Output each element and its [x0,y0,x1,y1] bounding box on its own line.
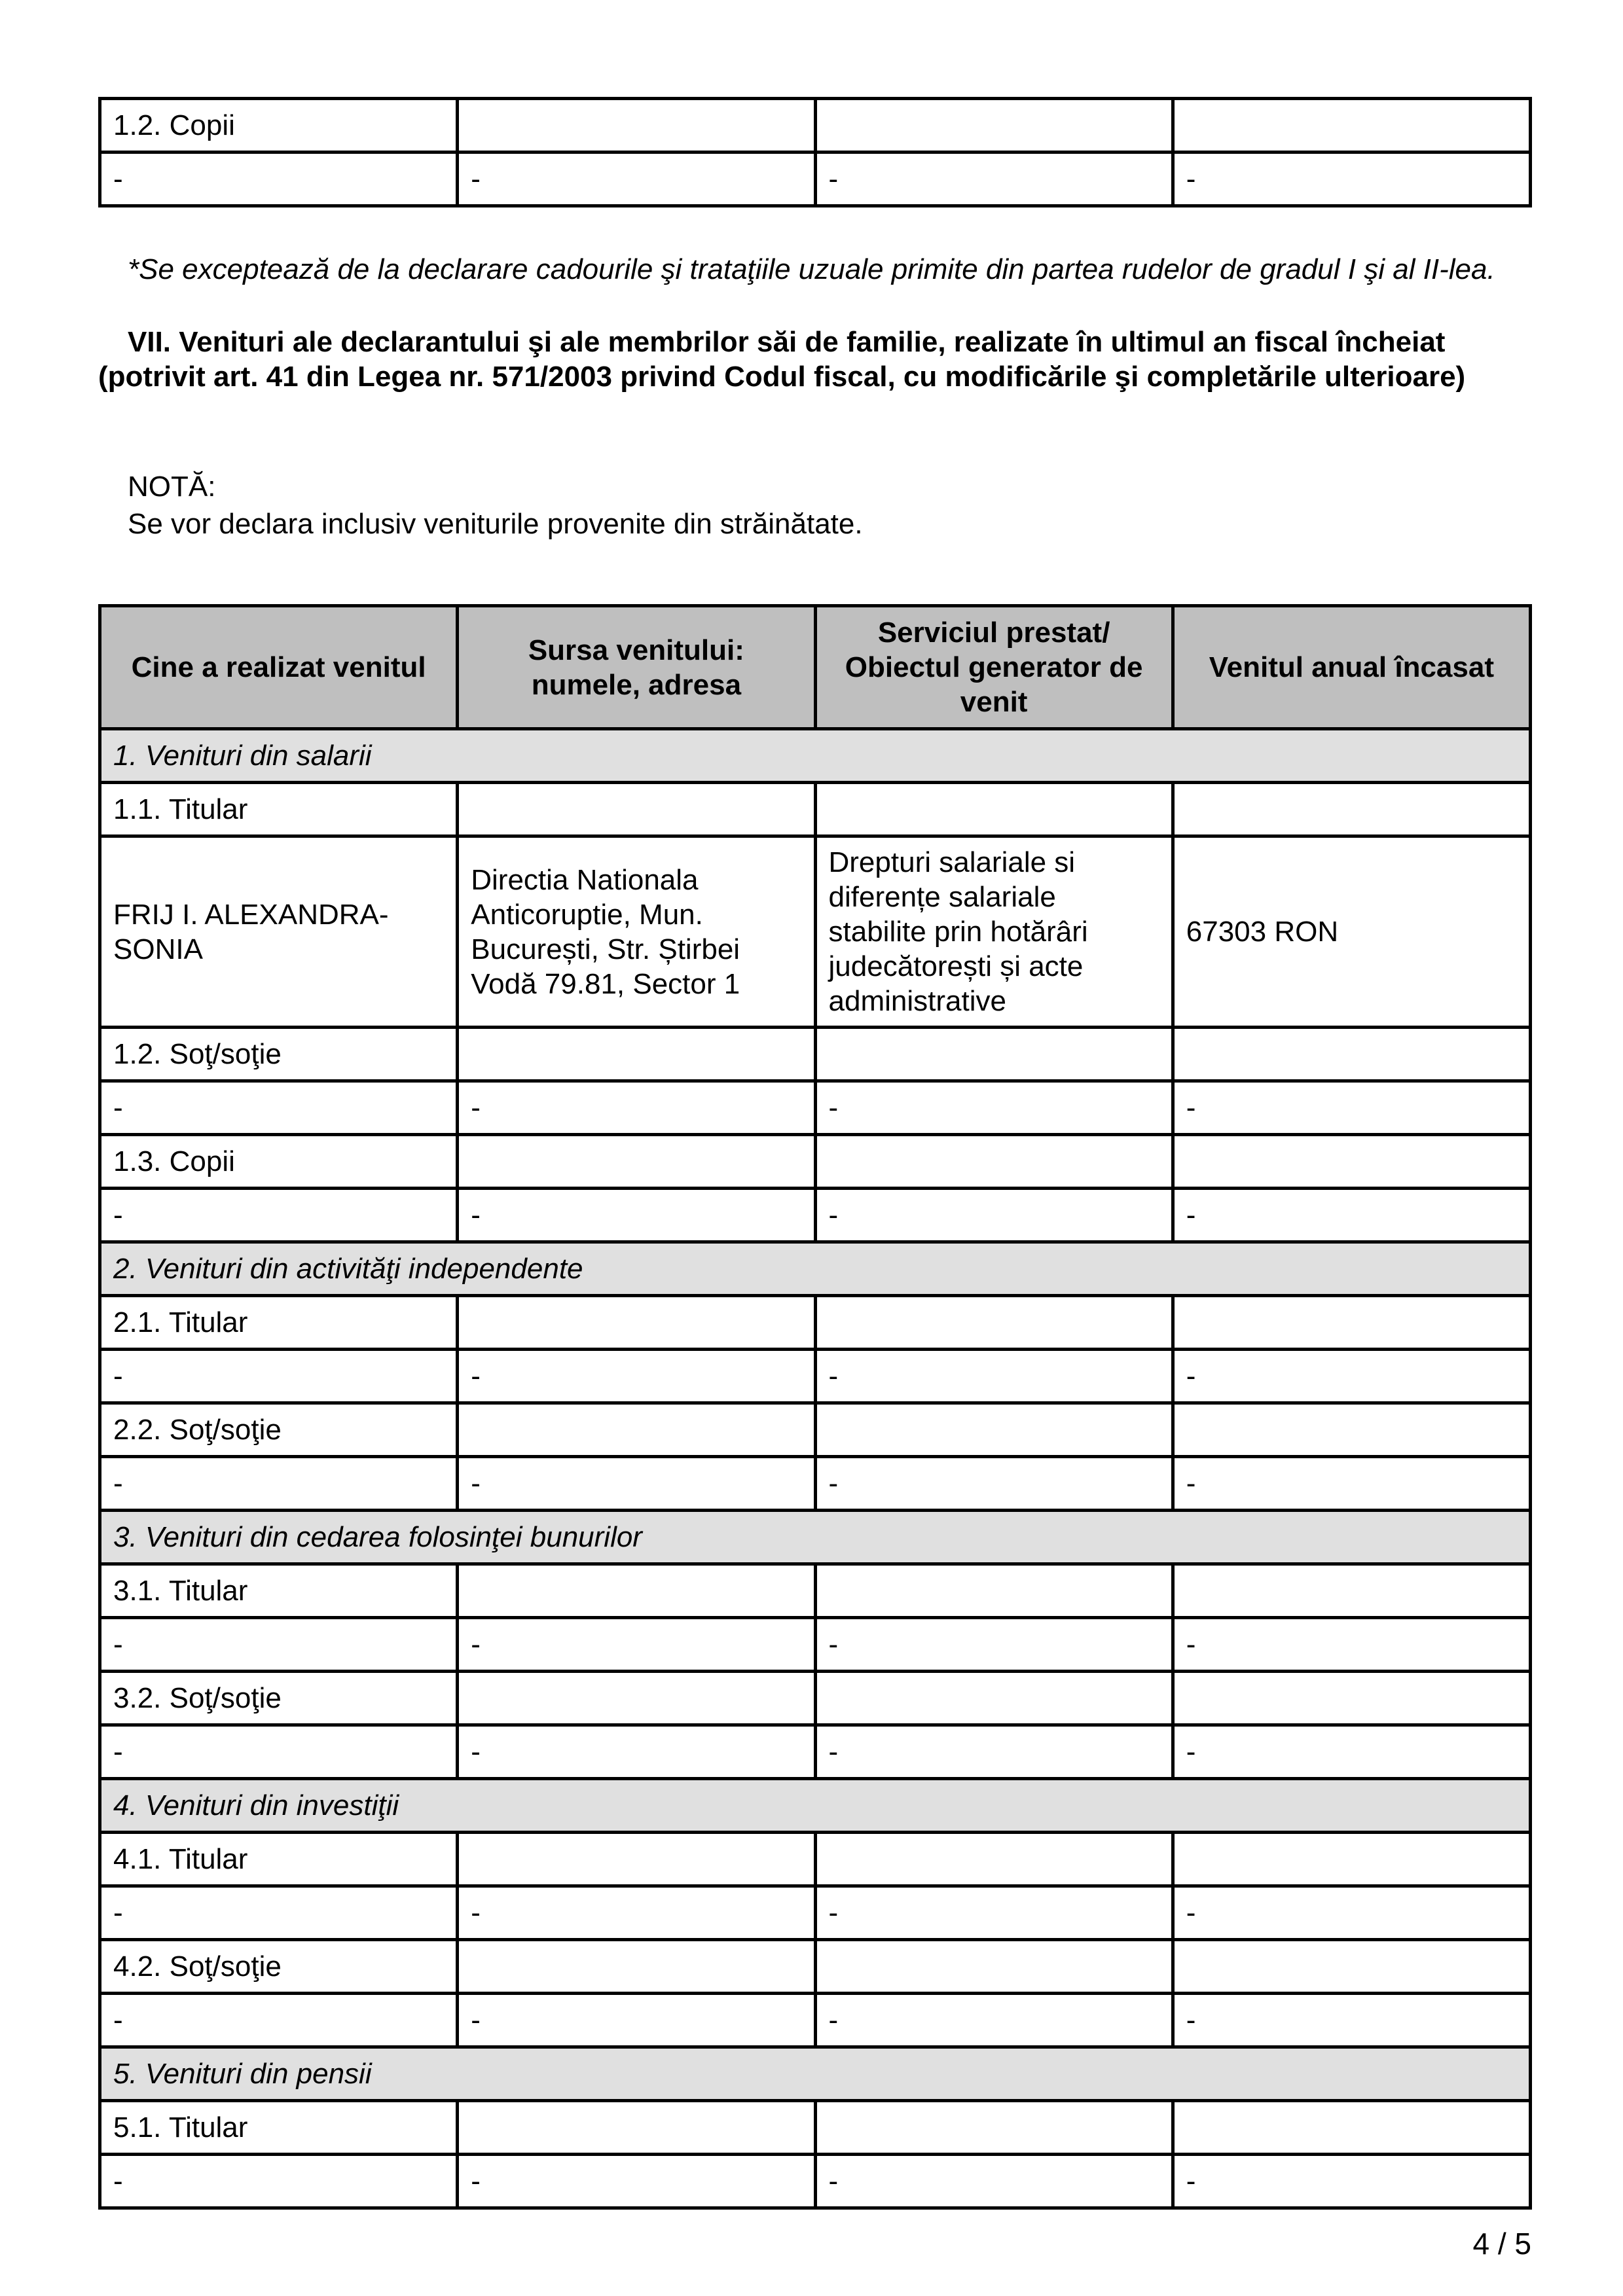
table-cell: - [100,1350,458,1403]
table-row [100,1564,1531,1618]
table-cell [458,1564,815,1618]
table-cell [1173,1296,1530,1350]
table-row [100,783,1531,836]
income-category-row [100,1511,1531,1564]
table-cell: 1.2. Soţ/soţie [100,1028,458,1081]
table-cell [458,1403,815,1457]
table-cell: Directia Nationala Anticoruptie, Mun. București, Str. Știrbei Vodă 79.81, Sector 1 [458,836,815,1028]
income-category-row [100,2047,1531,2101]
income-category-label: 5. Venituri din pensii [100,2047,1531,2101]
table-cell [815,1135,1173,1189]
table-cell: - [458,1886,815,1940]
table-row [100,1350,1531,1403]
table-cell: - [815,152,1173,206]
table-cell: - [1173,2155,1530,2208]
table-row [100,1994,1531,2047]
table-cell: - [815,1189,1173,1242]
table-cell: 5.1. Titular [100,2101,458,2155]
table-cell: 1.2. Copii [100,99,458,152]
table-cell [458,1296,815,1350]
table-cell [458,2101,815,2155]
table-cell [1173,1833,1530,1886]
income-category-label: 1. Venituri din salarii [100,729,1531,783]
table-cell [815,1833,1173,1886]
section-title [98,325,1539,394]
continued-table [98,97,1532,207]
table-cell: - [1173,1886,1530,1940]
table-cell: - [458,152,815,206]
table-cell [815,99,1173,152]
table-cell [815,1940,1173,1994]
header-service: Serviciul prestat/ Obiectul generator de venit [815,606,1173,729]
table-cell: 3.1. Titular [100,1564,458,1618]
table-cell: - [1173,1189,1530,1242]
table-row [100,836,1531,1028]
table-cell: - [100,1886,458,1940]
nota-label: NOTĂ: [128,471,216,503]
income-category-row [100,1779,1531,1833]
table-cell [1173,99,1530,152]
table-row [100,1725,1531,1779]
table-cell: - [815,1886,1173,1940]
table-cell [815,1296,1173,1350]
table-cell: - [815,1994,1173,2047]
table-cell: - [100,152,458,206]
table-cell: - [1173,1725,1530,1779]
table-cell: - [1173,1350,1530,1403]
table-cell: - [815,1457,1173,1511]
table-cell: - [100,1081,458,1135]
table-cell [1173,1940,1530,1994]
table-cell [458,783,815,836]
table-cell [1173,783,1530,836]
table-cell [815,1403,1173,1457]
table-cell: 1.3. Copii [100,1135,458,1189]
table-cell: - [1173,1457,1530,1511]
table-cell: - [1173,152,1530,206]
income-table [98,604,1532,2210]
table-cell: - [1173,1994,1530,2047]
table-row [100,99,1531,152]
table-cell [458,1135,815,1189]
table-row [100,2101,1531,2155]
table-row [100,1189,1531,1242]
income-category-row [100,729,1531,783]
table-cell: 2.1. Titular [100,1296,458,1350]
table-cell: - [458,1350,815,1403]
income-category-label: 4. Venituri din investiţii [100,1779,1531,1833]
table-cell [815,1028,1173,1081]
table-cell: - [100,1618,458,1672]
table-row [100,1081,1531,1135]
table-cell: - [815,1725,1173,1779]
table-row [100,1028,1531,1081]
income-category-label: 2. Venituri din activităţi independente [100,1242,1531,1296]
table-cell [1173,1403,1530,1457]
table-row [100,1940,1531,1994]
table-row [100,1886,1531,1940]
nota-text: Se vor declara inclusiv veniturile provenite din străinătate. [128,508,863,540]
table-cell [815,2101,1173,2155]
table-cell: - [1173,1618,1530,1672]
table-cell: Drepturi salariale si diferențe salariale stabilite prin hotărâri judecătorești și acte administrative [815,836,1173,1028]
table-cell: - [815,1350,1173,1403]
table-cell: - [100,1457,458,1511]
table-cell [1173,1135,1530,1189]
table-row [100,2155,1531,2208]
table-row [100,1135,1531,1189]
page-number: 4 / 5 [1472,2227,1531,2261]
table-cell [1173,1672,1530,1725]
header-who: Cine a realizat venitul [100,606,458,729]
table-cell: - [458,1618,815,1672]
table-cell: - [815,1618,1173,1672]
table-row [100,1618,1531,1672]
header-annual-income: Venitul anual încasat [1173,606,1530,729]
table-cell [815,1672,1173,1725]
table-cell: 4.2. Soţ/soţie [100,1940,458,1994]
table-cell [1173,1564,1530,1618]
table-cell: - [815,2155,1173,2208]
income-category-label: 3. Venituri din cedarea folosinţei bunurilor [100,1511,1531,1564]
continued-table-body [100,99,1531,206]
table-cell: 2.2. Soţ/soţie [100,1403,458,1457]
table-cell [458,1672,815,1725]
header-source: Sursa venitului: numele, adresa [458,606,815,729]
table-row [100,152,1531,206]
table-cell: 4.1. Titular [100,1833,458,1886]
table-cell [458,1940,815,1994]
table-cell: - [458,1725,815,1779]
table-cell [458,99,815,152]
table-cell [1173,1028,1530,1081]
table-cell [815,1564,1173,1618]
table-row [100,1296,1531,1350]
table-cell: 67303 RON [1173,836,1530,1028]
table-cell: 1.1. Titular [100,783,458,836]
table-cell: - [458,2155,815,2208]
table-cell: - [1173,1081,1530,1135]
table-cell: - [100,1189,458,1242]
gifts-exception-note: *Se exceptează de la declarare cadourile şi trataţiile uzuale primite din partea rudelor de gradul I şi al II-lea. [128,253,1495,285]
table-cell: - [458,1081,815,1135]
table-cell [1173,2101,1530,2155]
table-cell: - [815,1081,1173,1135]
table-cell: - [458,1994,815,2047]
table-cell: - [100,1994,458,2047]
table-cell: 3.2. Soţ/soţie [100,1672,458,1725]
table-cell: FRIJ I. ALEXANDRA-SONIA [100,836,458,1028]
table-cell: - [100,2155,458,2208]
table-cell [458,1833,815,1886]
table-cell: - [458,1457,815,1511]
table-cell: - [100,1725,458,1779]
table-row [100,1457,1531,1511]
table-row [100,1833,1531,1886]
income-table-body [100,729,1531,2208]
table-cell [815,783,1173,836]
table-cell: - [458,1189,815,1242]
section-title-text: VII. Venituri ale declarantului şi ale membrilor săi de familie, realizate în ultimul an fiscal încheiat (potrivit art. 41 din Legea nr. 571/2003 privind Codul fiscal, cu modificările şi completările ulterioare) [98,326,1466,393]
table-row [100,1403,1531,1457]
income-table-header [100,606,1531,729]
table-cell [458,1028,815,1081]
table-row [100,1672,1531,1725]
income-category-row [100,1242,1531,1296]
